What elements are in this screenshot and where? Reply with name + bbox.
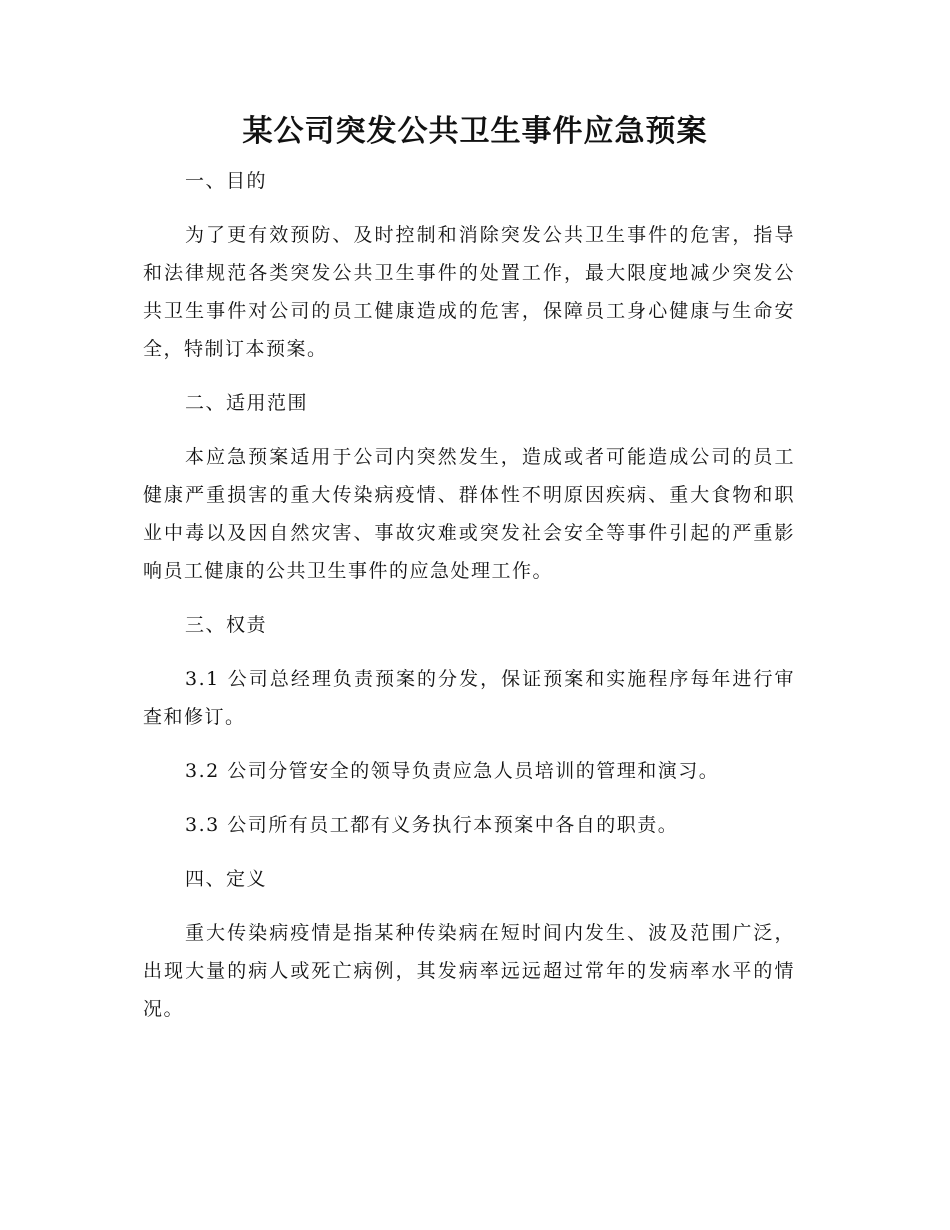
paragraph-purpose: 为了更有效预防、及时控制和消除突发公共卫生事件的危害，指导和法律规范各类突发公共卫生事件的处置工作，最大限度地减少突发公共卫生事件对公司的员工健康造成的危害，保障员工身心健康与生命安全，特制订本预案。 <box>143 224 795 360</box>
paragraph-responsibility-3-3: 3.3 公司所有员工都有义务执行本预案中各自的职责。 <box>185 814 679 836</box>
paragraph-scope: 本应急预案适用于公司内突然发生，造成或者可能造成公司的员工健康严重损害的重大传染病疫情、群体性不明原因疾病、重大食物和职业中毒以及因自然灾害、事故灾难或突发社会安全等事件引起的严重影响员工健康的公共卫生事件的应急处理工作。 <box>143 446 795 582</box>
section-heading-purpose: 一、目的 <box>185 170 268 192</box>
section-heading-responsibilities: 三、权责 <box>185 614 268 636</box>
document-body <box>143 162 795 1044</box>
paragraph-responsibility-3-1: 3.1 公司总经理负责预案的分发，保证预案和实施程序每年进行审查和修订。 <box>143 668 795 728</box>
paragraph-responsibility-3-2: 3.2 公司分管安全的领导负责应急人员培训的管理和演习。 <box>185 760 720 782</box>
document-title: 某公司突发公共卫生事件应急预案 <box>242 114 708 149</box>
paragraph-definition-epidemic: 重大传染病疫情是指某种传染病在短时间内发生、波及范围广泛，出现大量的病人或死亡病例，其发病率远远超过常年的发病率水平的情况。 <box>143 922 795 1020</box>
section-heading-scope: 二、适用范围 <box>185 392 309 414</box>
section-heading-definitions: 四、定义 <box>185 868 268 890</box>
